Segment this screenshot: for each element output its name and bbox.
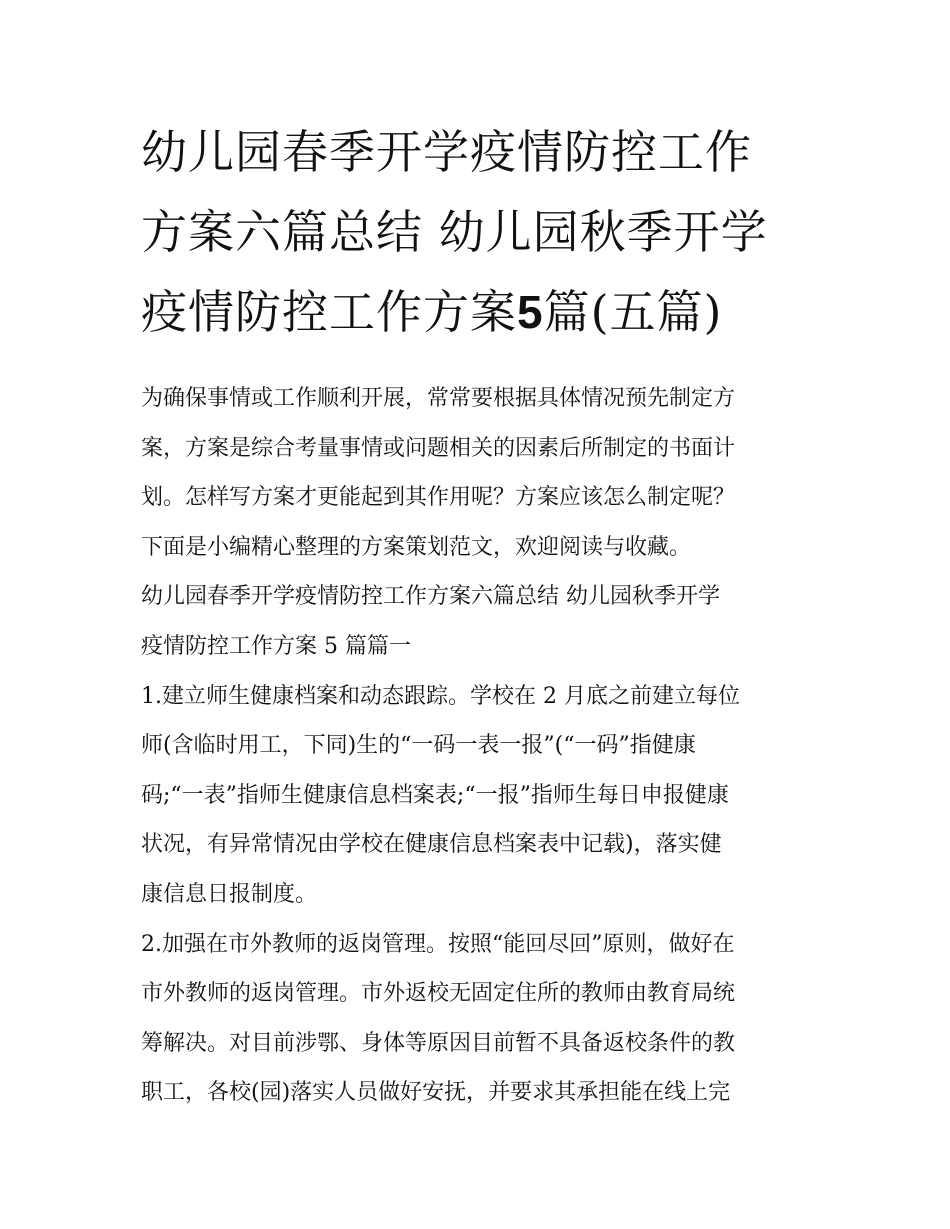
document-body: [141, 374, 821, 1118]
section-heading: [141, 572, 821, 671]
title-number: 5: [517, 286, 544, 338]
text-line: 康信息日报制度。: [141, 881, 318, 907]
text-line: 市外教师的返岗管理。市外返校无固定住所的教师由教育局统: [141, 981, 736, 1007]
text-line: 案，方案是综合考量事情或问题相关的因素后所制定的书面计: [141, 435, 736, 461]
text-line: 划。怎样写方案才更能起到其作用呢？方案应该怎么制定呢？: [141, 485, 736, 511]
text-line: 为确保事情或工作顺利开展，常常要根据具体情况预先制定方: [141, 386, 736, 411]
text-line: 下面是小编精心整理的方案策划范文，欢迎阅读与收藏。: [141, 534, 692, 560]
item-paragraph-2: [141, 920, 821, 1118]
text-line: 幼儿园春季开学疫情防控工作方案六篇总结 幼儿园秋季开学: [141, 584, 720, 610]
document-title: [141, 112, 821, 352]
text-line: 筹解决。对目前涉鄂、身体等原因目前暂不具备返校条件的教: [141, 1030, 736, 1056]
title-line: 方案六篇总结 幼儿园秋季开学: [141, 205, 768, 259]
text-line: 1.建立师生健康档案和动态跟踪。学校在 2 月底之前建立每位: [141, 683, 740, 709]
title-line: 幼儿园春季开学疫情防控工作: [141, 125, 752, 179]
intro-paragraph: [141, 374, 821, 572]
title-text: 疫情防控工作方案: [141, 285, 517, 339]
document-page: [141, 112, 821, 1118]
text-line: 2.加强在市外教师的返岗管理。按照“能回尽回”原则，做好在: [141, 931, 735, 957]
text-line: 疫情防控工作方案 5 篇篇一: [141, 633, 411, 659]
text-line: 师(含临时用工，下同)生的“一码一表一报”(“一码”指健康: [141, 733, 696, 759]
text-line: 状况，有异常情况由学校在健康信息档案表中记载)，落实健: [141, 832, 722, 858]
item-paragraph-1: [141, 672, 821, 920]
title-text: 篇(五篇): [543, 285, 723, 339]
text-line: 职工，各校(园)落实人员做好安抚，并要求其承担能在线上完: [141, 1080, 731, 1106]
text-line: 码;“一表”指师生健康信息档案表;“一报”指师生每日申报健康: [141, 782, 729, 808]
title-line: [141, 272, 821, 352]
